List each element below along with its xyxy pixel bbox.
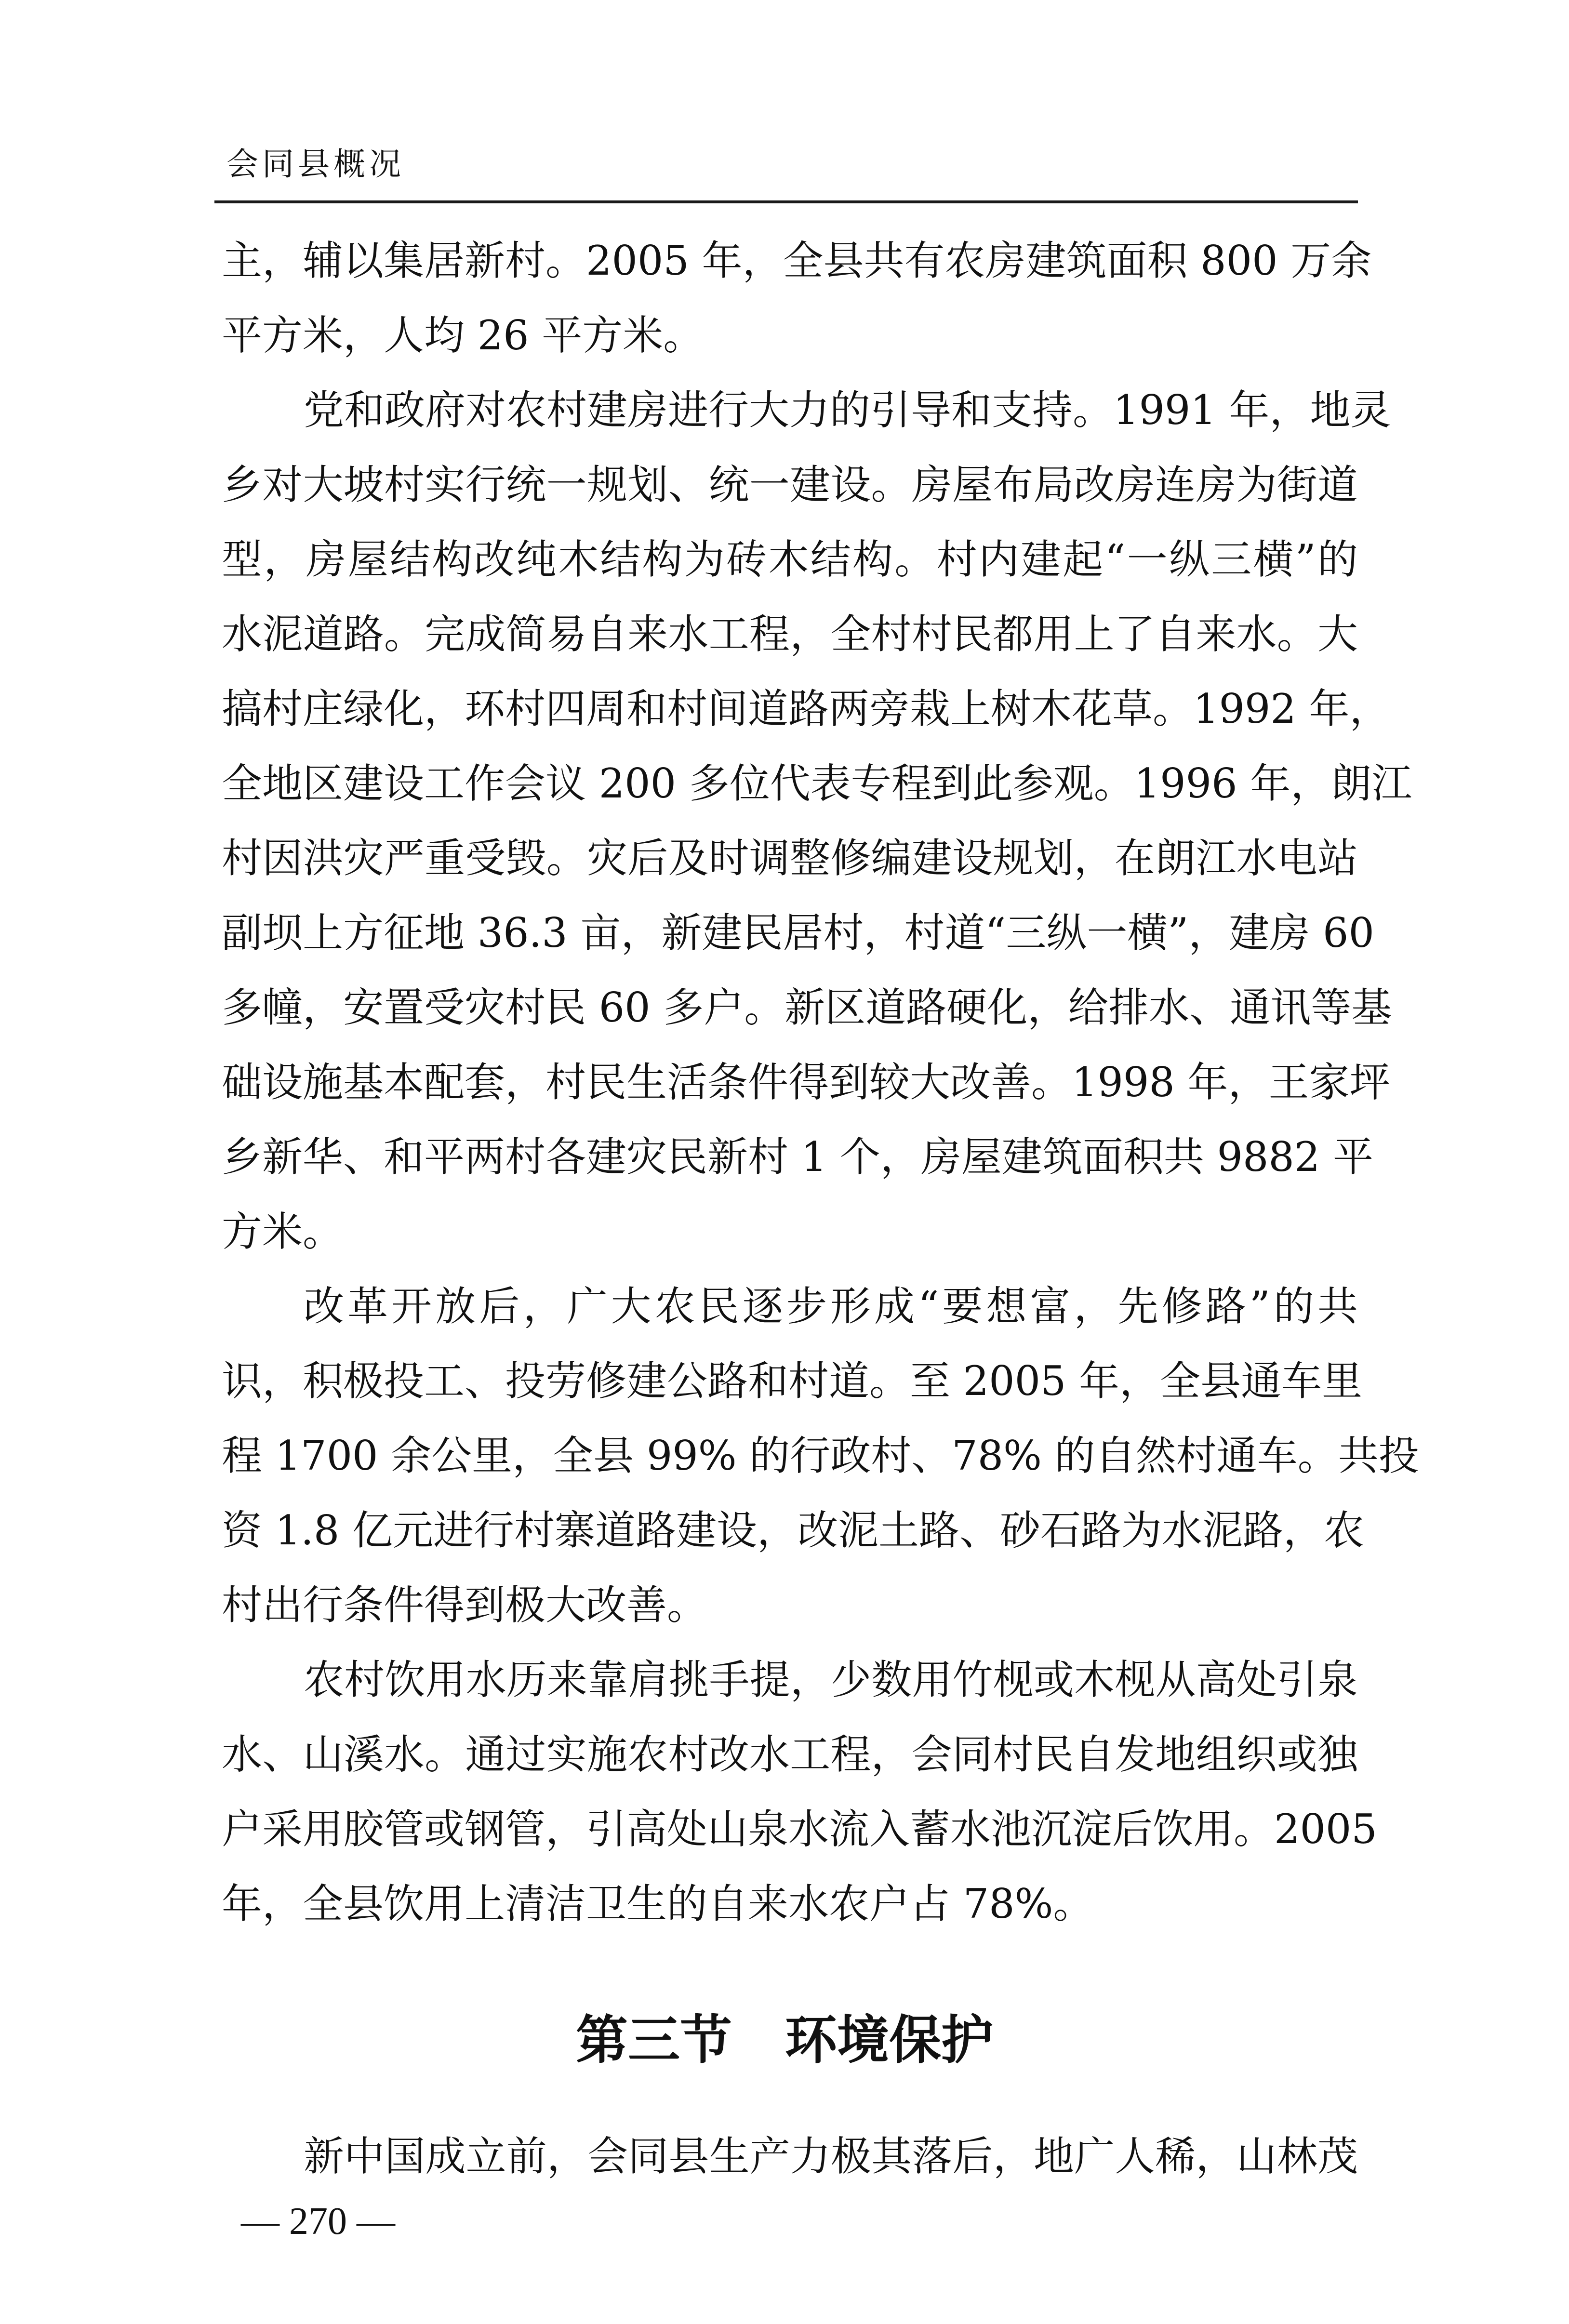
text-line: 方米。 <box>222 1208 344 1255</box>
text-line: 础设施基本配套，村民生活条件得到较大改善。1998 年，王家坪 <box>222 1059 1390 1106</box>
text-line: 识，积极投工、投劳修建公路和村道。至 2005 年，全县通车里 <box>222 1357 1363 1405</box>
text-line: 搞村庄绿化，环村四周和村间道路两旁栽上树木花草。1992 年， <box>222 685 1390 732</box>
text-line: 乡新华、和平两村各建灾民新村 1 个，房屋建筑面积共 9882 平 <box>222 1133 1374 1181</box>
text-line: 农村饮用水历来靠肩挑手提，少数用竹枧或木枧从高处引泉 <box>304 1656 1358 1703</box>
header-rule-divider <box>214 200 1358 203</box>
text-line: 资 1.8 亿元进行村寨道路建设，改泥土路、砂石路为水泥路，农 <box>222 1507 1364 1554</box>
section-number: 第三节 <box>575 2010 732 2071</box>
text-line: 村出行条件得到极大改善。 <box>222 1581 708 1629</box>
text-line: 新中国成立前，会同县生产力极其落后，地广人稀，山林茂 <box>304 2133 1358 2180</box>
section-title: 环境保护 <box>785 2010 994 2071</box>
text-line: 水泥道路。完成简易自来水工程，全村村民都用上了自来水。大 <box>222 611 1358 658</box>
running-header-title: 会同县概况 <box>226 146 405 183</box>
text-line: 平方米，人均 26 平方米。 <box>222 312 704 359</box>
text-line: 户采用胶管或钢管，引高处山泉水流入蓄水池沉淀后饮用。2005 <box>222 1806 1377 1853</box>
text-line: 全地区建设工作会议 200 多位代表专程到此参观。1996 年，朗江 <box>222 760 1412 807</box>
text-line: 副坝上方征地 36.3 亩，新建民居村，村道“三纵一横”，建房 60 <box>222 909 1374 956</box>
text-line: 程 1700 余公里，全县 99% 的行政村、78% 的自然村通车。共投 <box>222 1432 1419 1479</box>
text-line: 乡对大坡村实行统一规划、统一建设。房屋布局改房连房为街道 <box>222 461 1358 508</box>
text-line: 年，全县饮用上清洁卫生的自来水农户占 78%。 <box>222 1880 1094 1927</box>
page-number: — 270 — <box>241 2200 395 2243</box>
section-heading <box>0 2007 1569 2074</box>
text-line: 村因洪灾严重受毁。灾后及时调整修编建设规划，在朗江水电站 <box>222 835 1358 882</box>
text-line: 型，房屋结构改纯木结构为砖木结构。村内建起“一纵三横”的 <box>222 536 1358 583</box>
text-line: 改革开放后，广大农民逐步形成“要想富，先修路”的共 <box>304 1283 1358 1330</box>
text-line: 主，辅以集居新村。2005 年，全县共有农房建筑面积 800 万余 <box>222 237 1372 284</box>
text-line: 水、山溪水。通过实施农村改水工程，会同村民自发地组织或独 <box>222 1731 1358 1778</box>
text-line: 多幢，安置受灾村民 60 多户。新区道路硬化，给排水、通讯等基 <box>222 984 1392 1031</box>
text-line: 党和政府对农村建房进行大力的引导和支持。1991 年，地灵 <box>304 386 1391 434</box>
